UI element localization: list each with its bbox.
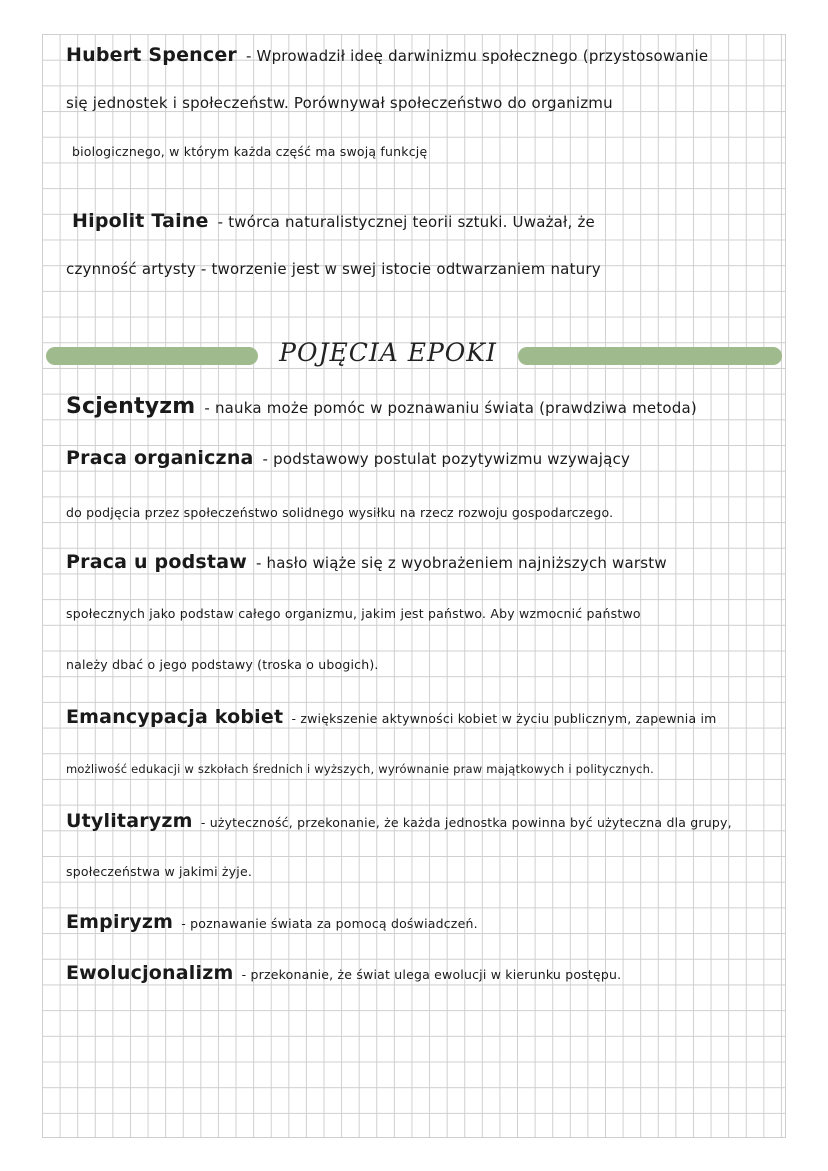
note-line — [66, 551, 667, 573]
definition: - przekonanie, że świat ulega ewolucji w kierunku postępu. — [237, 967, 622, 982]
definition: społeczeństwa w jakimi żyje. — [66, 864, 253, 879]
note-line — [66, 657, 379, 672]
definition: możliwość edukacji w szkołach średnich i wyższych, wyrównanie praw majątkowych i politycznych. — [66, 762, 655, 776]
term: Praca organiczna — [66, 447, 254, 469]
term: Hubert Spencer — [66, 44, 237, 66]
definition: - twórca naturalistycznej teorii sztuki. Uważał, że — [212, 213, 595, 231]
definition: czynność artysty - tworzenie jest w swej istocie odtwarzaniem natury — [66, 260, 601, 278]
section-banner — [46, 338, 782, 370]
note-line — [72, 210, 595, 232]
definition: - podstawowy postulat pozytywizmu wzywający — [257, 450, 631, 468]
definition: społecznych jako podstaw całego organizmu, jakim jest państwo. Aby wzmocnić państwo — [66, 606, 641, 621]
definition: - Wprowadził ideę darwinizmu społecznego (przystosowanie — [241, 47, 709, 65]
definition: - użyteczność, przekonanie, że każda jednostka powinna być użyteczna dla grupy, — [196, 815, 732, 830]
note-line — [66, 505, 613, 520]
banner-bar-right — [518, 347, 782, 365]
note-line — [66, 864, 252, 879]
note-line — [66, 94, 613, 112]
definition: do podjęcia przez społeczeństwo solidnego wysiłku na rzecz rozwoju gospodarczego. — [66, 505, 614, 520]
note-line — [66, 810, 732, 832]
term: Empiryzm — [66, 911, 174, 933]
term: Praca u podstaw — [66, 551, 247, 573]
definition: - zwiększenie aktywności kobiet w życiu publicznym, zapewnia im — [287, 711, 717, 726]
term: Hipolit Taine — [72, 210, 209, 232]
term: Scjentyzm — [66, 394, 196, 419]
note-line — [66, 706, 717, 728]
banner-bar-left — [46, 347, 258, 365]
banner-title: POJĘCIA EPOKI — [279, 338, 497, 367]
term: Ewolucjonalizm — [66, 962, 234, 984]
definition: - hasło wiąże się z wyobrażeniem najniższych warstw — [250, 554, 667, 572]
note-line — [66, 260, 601, 278]
note-line — [66, 911, 478, 933]
definition: się jednostek i społeczeństw. Porównywał społeczeństwo do organizmu — [66, 94, 613, 112]
note-line — [66, 44, 708, 66]
note-line — [66, 606, 641, 621]
term: Emancypacja kobiet — [66, 706, 284, 728]
definition: biologicznego, w którym każda część ma swoją funkcję — [72, 144, 428, 159]
term: Utylitaryzm — [66, 810, 193, 832]
definition: - poznawanie świata za pomocą doświadczeń. — [177, 916, 478, 931]
definition: - nauka może pomóc w poznawaniu świata (prawdziwa metoda) — [199, 399, 697, 417]
note-line — [72, 144, 427, 159]
definition: należy dbać o jego podstawy (troska o ubogich). — [66, 657, 379, 672]
note-line — [66, 447, 630, 469]
note-line — [66, 962, 621, 984]
note-line — [66, 762, 654, 776]
note-line — [66, 394, 697, 419]
